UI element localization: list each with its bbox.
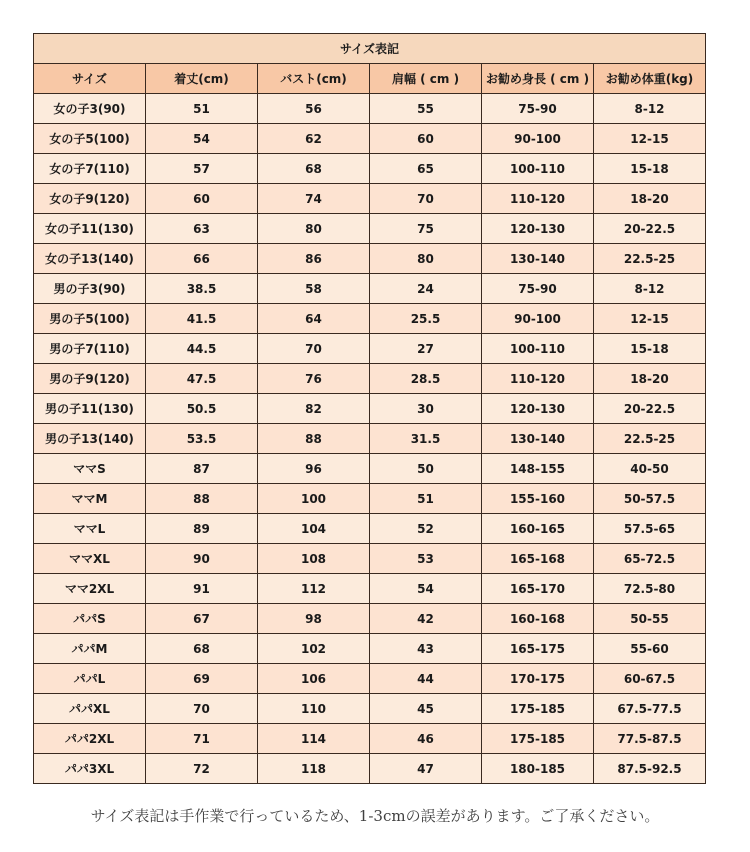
cell-height: 120-130 [482,214,594,244]
cell-height: 160-168 [482,604,594,634]
cell-length: 87 [146,454,258,484]
cell-weight: 55-60 [594,634,706,664]
cell-length: 72 [146,754,258,784]
cell-bust: 100 [258,484,370,514]
cell-bust: 64 [258,304,370,334]
column-header-shoulder: 肩幅 ( cm ) [370,64,482,94]
cell-height: 75-90 [482,274,594,304]
cell-bust: 88 [258,424,370,454]
cell-shoulder: 70 [370,184,482,214]
cell-bust: 104 [258,514,370,544]
cell-weight: 60-67.5 [594,664,706,694]
cell-length: 67 [146,604,258,634]
cell-size: 男の子7(110) [34,334,146,364]
cell-size: パパM [34,634,146,664]
cell-weight: 15-18 [594,154,706,184]
cell-length: 50.5 [146,394,258,424]
cell-size: ママM [34,484,146,514]
cell-weight: 18-20 [594,184,706,214]
cell-bust: 106 [258,664,370,694]
cell-size: ママXL [34,544,146,574]
cell-height: 110-120 [482,364,594,394]
cell-height: 100-110 [482,154,594,184]
cell-weight: 20-22.5 [594,394,706,424]
cell-length: 71 [146,724,258,754]
cell-bust: 74 [258,184,370,214]
cell-height: 165-168 [482,544,594,574]
cell-bust: 58 [258,274,370,304]
cell-weight: 50-55 [594,604,706,634]
cell-size: 女の子13(140) [34,244,146,274]
cell-length: 54 [146,124,258,154]
cell-size: 女の子5(100) [34,124,146,154]
cell-size: パパ2XL [34,724,146,754]
cell-shoulder: 65 [370,154,482,184]
cell-weight: 40-50 [594,454,706,484]
cell-height: 75-90 [482,94,594,124]
cell-height: 100-110 [482,334,594,364]
cell-bust: 110 [258,694,370,724]
cell-length: 90 [146,544,258,574]
cell-shoulder: 60 [370,124,482,154]
cell-weight: 8-12 [594,94,706,124]
cell-bust: 98 [258,604,370,634]
table-row [34,604,706,634]
cell-bust: 70 [258,334,370,364]
cell-weight: 77.5-87.5 [594,724,706,754]
cell-height: 170-175 [482,664,594,694]
cell-size: パパXL [34,694,146,724]
table-row [34,544,706,574]
cell-weight: 57.5-65 [594,514,706,544]
cell-shoulder: 75 [370,214,482,244]
cell-shoulder: 55 [370,94,482,124]
cell-weight: 12-15 [594,124,706,154]
cell-size: 男の子3(90) [34,274,146,304]
table-row [34,454,706,484]
cell-length: 57 [146,154,258,184]
column-header-length: 着丈(cm) [146,64,258,94]
cell-length: 89 [146,514,258,544]
cell-length: 41.5 [146,304,258,334]
table-row [34,364,706,394]
column-header-weight: お勧め体重(kg) [594,64,706,94]
cell-size: パパL [34,664,146,694]
cell-size: 男の子9(120) [34,364,146,394]
cell-weight: 72.5-80 [594,574,706,604]
cell-height: 110-120 [482,184,594,214]
footnote-text: サイズ表記は手作業で行っているため、1-3cmの誤差があります。ご了承ください。 [90,807,660,825]
cell-size: ママL [34,514,146,544]
column-header-height: お勧め身長 ( cm ) [482,64,594,94]
cell-weight: 67.5-77.5 [594,694,706,724]
table-row [34,154,706,184]
cell-height: 90-100 [482,304,594,334]
cell-shoulder: 52 [370,514,482,544]
table-body [34,94,706,784]
cell-length: 63 [146,214,258,244]
table-row [34,514,706,544]
cell-bust: 56 [258,94,370,124]
cell-bust: 62 [258,124,370,154]
cell-bust: 118 [258,754,370,784]
cell-shoulder: 51 [370,484,482,514]
cell-shoulder: 42 [370,604,482,634]
table-row [34,304,706,334]
cell-height: 160-165 [482,514,594,544]
table-row [34,94,706,124]
cell-size: ママS [34,454,146,484]
cell-length: 69 [146,664,258,694]
cell-bust: 76 [258,364,370,394]
cell-bust: 114 [258,724,370,754]
cell-weight: 15-18 [594,334,706,364]
cell-length: 44.5 [146,334,258,364]
table-row [34,334,706,364]
cell-length: 70 [146,694,258,724]
cell-length: 38.5 [146,274,258,304]
cell-bust: 86 [258,244,370,274]
cell-length: 47.5 [146,364,258,394]
cell-height: 130-140 [482,244,594,274]
cell-size: 男の子11(130) [34,394,146,424]
cell-weight: 87.5-92.5 [594,754,706,784]
cell-shoulder: 30 [370,394,482,424]
cell-length: 88 [146,484,258,514]
table-row [34,424,706,454]
table-row [34,274,706,304]
cell-shoulder: 31.5 [370,424,482,454]
cell-length: 66 [146,244,258,274]
cell-shoulder: 54 [370,574,482,604]
table-row [34,754,706,784]
cell-shoulder: 80 [370,244,482,274]
cell-bust: 112 [258,574,370,604]
cell-shoulder: 28.5 [370,364,482,394]
cell-size: パパ3XL [34,754,146,784]
cell-shoulder: 53 [370,544,482,574]
cell-bust: 108 [258,544,370,574]
column-header-bust: バスト(cm) [258,64,370,94]
cell-shoulder: 45 [370,694,482,724]
cell-bust: 68 [258,154,370,184]
size-chart-table [33,33,706,784]
cell-weight: 8-12 [594,274,706,304]
cell-size: ママ2XL [34,574,146,604]
cell-height: 175-185 [482,724,594,754]
cell-height: 180-185 [482,754,594,784]
cell-length: 91 [146,574,258,604]
cell-weight: 22.5-25 [594,244,706,274]
cell-size: 女の子7(110) [34,154,146,184]
cell-height: 155-160 [482,484,594,514]
cell-shoulder: 25.5 [370,304,482,334]
cell-weight: 22.5-25 [594,424,706,454]
cell-length: 68 [146,634,258,664]
cell-bust: 80 [258,214,370,244]
cell-weight: 12-15 [594,304,706,334]
table-row [34,574,706,604]
table-header-row [34,64,706,94]
cell-height: 120-130 [482,394,594,424]
table-row [34,694,706,724]
cell-bust: 82 [258,394,370,424]
cell-height: 165-170 [482,574,594,604]
cell-weight: 50-57.5 [594,484,706,514]
table-row [34,124,706,154]
cell-height: 175-185 [482,694,594,724]
cell-weight: 18-20 [594,364,706,394]
cell-size: 女の子3(90) [34,94,146,124]
cell-shoulder: 50 [370,454,482,484]
cell-length: 51 [146,94,258,124]
cell-bust: 102 [258,634,370,664]
cell-shoulder: 27 [370,334,482,364]
cell-length: 60 [146,184,258,214]
cell-height: 130-140 [482,424,594,454]
cell-size: 女の子9(120) [34,184,146,214]
cell-size: 男の子5(100) [34,304,146,334]
table-row [34,394,706,424]
table-row [34,484,706,514]
table-row [34,214,706,244]
cell-height: 148-155 [482,454,594,484]
cell-height: 165-175 [482,634,594,664]
table-row [34,724,706,754]
table-row [34,634,706,664]
cell-shoulder: 44 [370,664,482,694]
cell-shoulder: 24 [370,274,482,304]
cell-weight: 65-72.5 [594,544,706,574]
table-title: サイズ表記 [34,34,706,64]
cell-bust: 96 [258,454,370,484]
table-row [34,664,706,694]
cell-size: 男の子13(140) [34,424,146,454]
table-row [34,244,706,274]
cell-shoulder: 43 [370,634,482,664]
cell-shoulder: 46 [370,724,482,754]
cell-weight: 20-22.5 [594,214,706,244]
cell-height: 90-100 [482,124,594,154]
cell-length: 53.5 [146,424,258,454]
cell-size: パパS [34,604,146,634]
cell-shoulder: 47 [370,754,482,784]
cell-size: 女の子11(130) [34,214,146,244]
table-row [34,184,706,214]
table-title-row [34,34,706,64]
column-header-size: サイズ [34,64,146,94]
